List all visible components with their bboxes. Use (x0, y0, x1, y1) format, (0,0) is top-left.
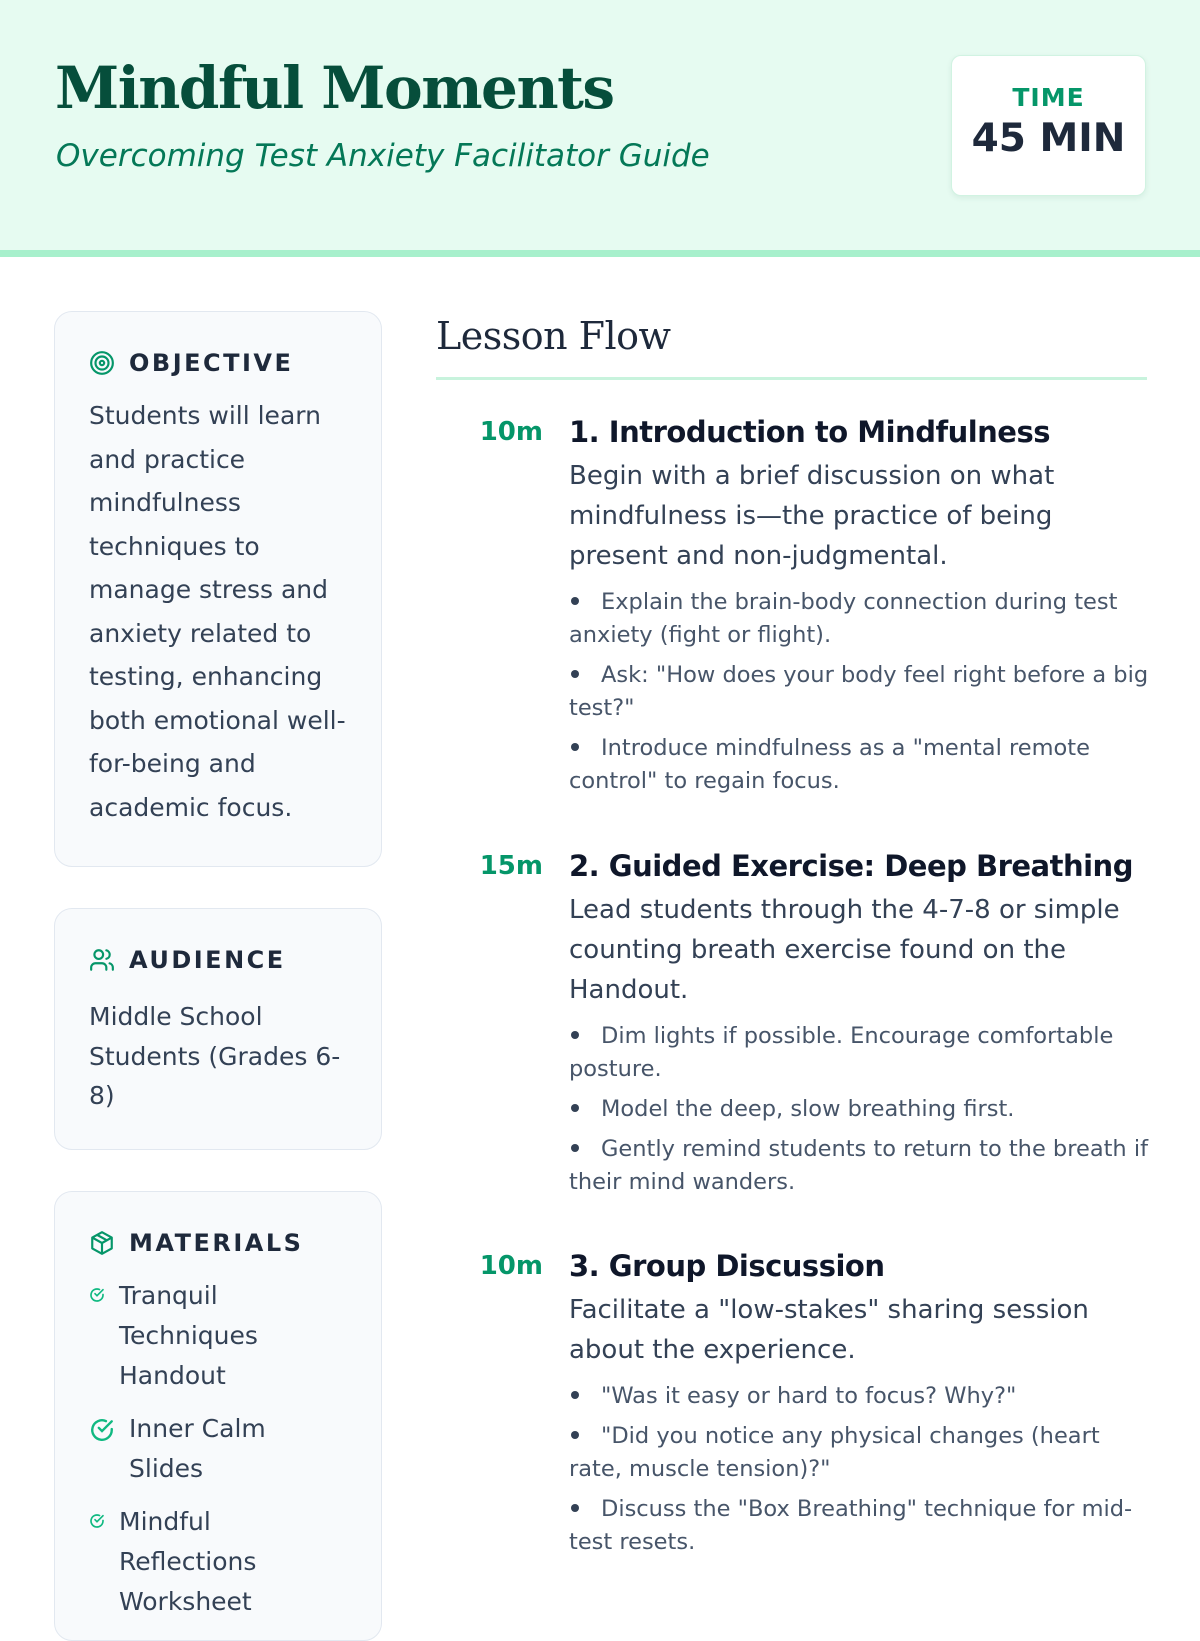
check-circle-icon (89, 1287, 105, 1303)
step-body (569, 412, 1152, 805)
users-icon (89, 947, 115, 973)
audience-title: AUDIENCE (129, 946, 286, 974)
objective-text: Students will learn and practice mindfulness techniques to manage stress and anxiety related to testing, enhancing both emotional well-for-being and academic focus. (89, 401, 346, 822)
package-icon (89, 1230, 115, 1256)
step-description: Begin with a brief discussion on what mindfulness is—the practice of being present and non-judgmental. (569, 461, 1055, 571)
step-description: Facilitate a "low-stakes" sharing session about the experience. (569, 1295, 1089, 1365)
objective-title: OBJECTIVE (129, 349, 294, 377)
bullet-item: Gently remind students to return to the breath if their mind wanders. (569, 1136, 1149, 1195)
materials-header (89, 1228, 347, 1258)
step-description: Lead students through the 4-7-8 or simple counting breath exercise found on the Handout. (569, 895, 1120, 1005)
step-title: 3. Group Discussion (569, 1249, 885, 1283)
material-label: Mindful Reflections Worksheet (119, 1507, 257, 1616)
material-label: Tranquil Techniques Handout (119, 1281, 258, 1390)
page-subtitle: Overcoming Test Anxiety Facilitator Guide (56, 138, 710, 174)
step-body (569, 846, 1152, 1206)
step-title: 1. Introduction to Mindfulness (569, 415, 1051, 449)
bullet-item: Discuss the "Box Breathing" technique for mid-test resets. (569, 1496, 1133, 1555)
bullet-item: Model the deep, slow breathing first. (569, 1093, 1152, 1126)
objective-header (89, 348, 347, 378)
check-circle-icon (89, 1513, 105, 1529)
materials-title: MATERIALS (129, 1229, 304, 1257)
time-badge (951, 55, 1146, 196)
step-duration: 15m (479, 851, 543, 881)
audience-card (54, 908, 382, 1150)
material-item (89, 1409, 347, 1489)
step-bullets (569, 1380, 1152, 1559)
bullet-item: "Did you notice any physical changes (heart rate, muscle tension)?" (569, 1423, 1100, 1482)
bullet-item: Ask: "How does your body feel right before a big test?" (569, 662, 1149, 721)
time-label: TIME (1012, 83, 1085, 112)
step-bullets (569, 1020, 1152, 1199)
bullet-item: "Was it easy or hard to focus? Why?" (569, 1380, 1152, 1413)
lesson-flow-divider (436, 377, 1147, 380)
materials-card (54, 1191, 382, 1641)
target-icon (89, 350, 115, 376)
audience-text: Middle School Students (Grades 6-8) (89, 1002, 341, 1110)
page-header (0, 0, 1200, 257)
step-duration: 10m (479, 1251, 543, 1281)
bullet-item: Explain the brain-body connection during test anxiety (fight or flight). (569, 589, 1118, 648)
lesson-flow-title: Lesson Flow (436, 314, 671, 358)
check-circle-icon (89, 1417, 115, 1443)
material-item (89, 1276, 347, 1396)
page-title: Mindful Moments (55, 54, 614, 122)
objective-card (54, 311, 382, 867)
step-title: 2. Guided Exercise: Deep Breathing (569, 849, 1133, 883)
material-item (89, 1502, 347, 1622)
step-duration: 10m (479, 417, 543, 447)
audience-header (89, 945, 347, 975)
material-label: Inner Calm Slides (129, 1414, 266, 1483)
step-bullets (569, 586, 1152, 798)
time-value: 45 MIN (971, 116, 1126, 161)
materials-list (89, 1276, 347, 1622)
step-body (569, 1246, 1152, 1566)
bullet-item: Introduce mindfulness as a "mental remote control" to regain focus. (569, 735, 1090, 794)
bullet-item: Dim lights if possible. Encourage comfortable posture. (569, 1023, 1114, 1082)
